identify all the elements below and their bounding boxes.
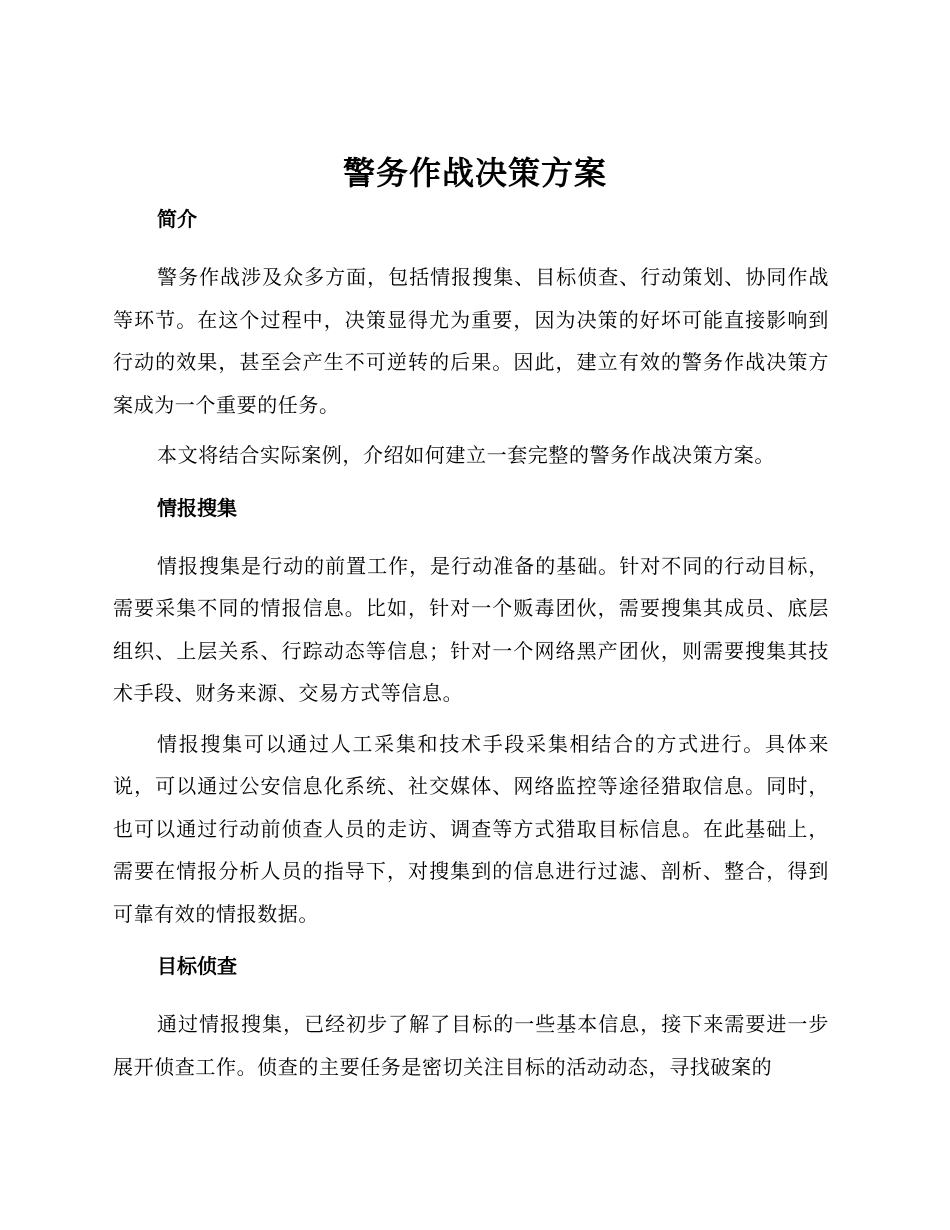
paragraph: 情报搜集可以通过人工采集和技术手段采集相结合的方式进行。具体来说，可以通过公安信息化系统、社交媒体、网络监控等途径猎取信息。同时，也可以通过行动前侦查人员的走访、调查等方式猎取目标信息。在此基础上，需要在情报分析人员的指导下，对搜集到的信息进行过滤、剖析、整合，得到可靠有效的情报数据。 bbox=[113, 731, 829, 926]
document-body bbox=[113, 196, 829, 1088]
section-heading-reconnaissance: 目标侦查 bbox=[157, 954, 237, 978]
paragraph: 本文将结合实际案例，介绍如何建立一套完整的警务作战决策方案。 bbox=[157, 443, 775, 467]
paragraph: 通过情报搜集，已经初步了解了目标的一些基本信息，接下来需要进一步展开侦查工作。侦查的主要任务是密切关注目标的活动动态，寻找破案的 bbox=[113, 1012, 829, 1079]
section-heading-intelligence: 情报搜集 bbox=[157, 495, 237, 520]
paragraph: 警务作战涉及众多方面，包括情报搜集、目标侦查、行动策划、协同作战等环节。在这个过程中，决策显得尤为重要，因为决策的好坏可能直接影响到行动的效果，甚至会产生不可逆转的后果。因此，建立有效的警务作战决策方案成为一个重要的任务。 bbox=[113, 265, 829, 417]
document-title: 警务作战决策方案 bbox=[342, 154, 607, 192]
section-heading-intro: 简介 bbox=[157, 207, 197, 231]
paragraph: 情报搜集是行动的前置工作，是行动准备的基础。针对不同的行动目标，需要采集不同的情报信息。比如，针对一个贩毒团伙，需要搜集其成员、底层组织、上层关系、行踪动态等信息；针对一个网络黑产团伙，则需要搜集其技术手段、财务来源、交易方式等信息。 bbox=[113, 553, 829, 705]
